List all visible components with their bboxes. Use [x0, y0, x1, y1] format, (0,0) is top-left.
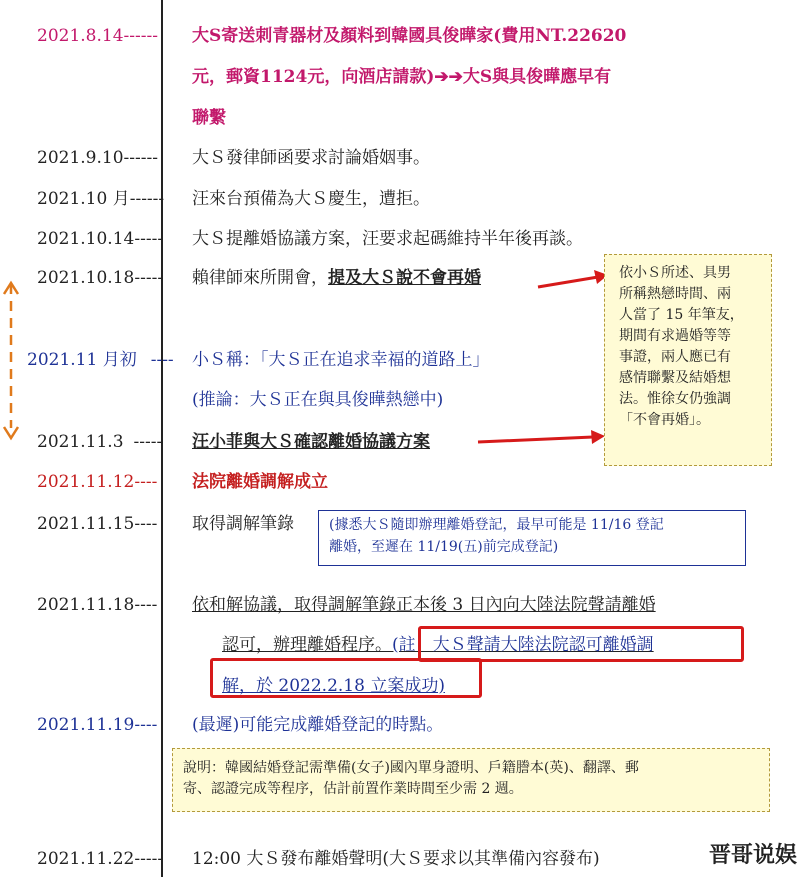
entry-date-10: 2021.11.18----: [37, 595, 158, 615]
registration-note: (據悉大Ｓ隨即辦理離婚登記，最早可能是 11/16 登記 離婚，至遲在 11/19(五)前完成登記): [318, 510, 746, 566]
entry-text-3: 汪來台預備為大Ｓ慶生，遭拒。: [192, 189, 430, 209]
highlight-box-1: [418, 626, 744, 662]
court-note-part-2: 解，於 2022.2.18 立案成功): [222, 676, 445, 696]
entry-text-1-line-1: 大S寄送刺青器材及顏料到韓國具俊曄家(費用NT.22620: [192, 26, 627, 46]
entry-text-8: 法院離婚調解成立: [192, 472, 328, 492]
side-note: 依小Ｓ所述、具男 所稱熱戀時間、兩 人當了 15 年筆友， 期間有求過婚等等 事證，兩人應已有 感情聯繫及結婚想 法。惟徐女仍強調 「不會再婚」。: [604, 254, 772, 466]
entry-text-1-line-3: 聯繫: [192, 108, 226, 128]
entry-text-10-line-2: 認可，辦理離婚程序。(註：大Ｓ聲請大陸法院認可離婚調: [222, 635, 654, 655]
arrow-to-side-note-2: [478, 430, 605, 444]
entry-date-11: 2021.11.19----: [37, 715, 158, 735]
entry-text-11: (最遲)可能完成離婚登記的時點。: [192, 715, 444, 735]
entry-date-12: 2021.11.22-----: [37, 849, 164, 869]
entry-text-1-line-2: 元，郵資1124元，向酒店請款)➔➔大S與具俊曄應早有: [192, 67, 612, 87]
court-note-part-1: (註：大Ｓ聲請大陸法院認可離婚調: [392, 635, 654, 655]
emphasis-no-remarry: 提及大Ｓ說不會再婚: [328, 268, 481, 288]
entry-text-10: 依和解協議，取得調解筆錄正本後 3 日內向大陸法院聲請離婚: [192, 595, 656, 615]
arrow-to-side-note-1: [538, 270, 608, 287]
entry-subtext-6: (推論：大Ｓ正在與具俊曄熱戀中): [192, 390, 444, 410]
entry-date-1: 2021.8.14------: [37, 26, 158, 46]
entry-date-4: 2021.10.14-----: [37, 229, 164, 249]
explanation-note: 說明：韓國結婚登記需準備(女子)國內單身證明、戶籍謄本(英)、翻譯、郵 寄、認證完成等程序，估計前置作業時間至少需 2 週。: [172, 748, 770, 812]
entry-text-2: 大Ｓ發律師函要求討論婚姻事。: [192, 148, 430, 168]
entry-date-7: 2021.11.3 -----: [37, 432, 163, 452]
entry-text-7: 汪小菲與大Ｓ確認離婚協議方案: [192, 432, 430, 452]
entry-text-9: 取得調解筆錄: [192, 514, 294, 534]
entry-date-8: 2021.11.12----: [37, 472, 158, 492]
entry-text-6: 小Ｓ稱：「大Ｓ正在追求幸福的道路上」: [192, 350, 490, 370]
entry-text-12: 12:00 大Ｓ發布離婚聲明(大Ｓ要求以其準備內容發布): [192, 849, 600, 869]
entry-date-9: 2021.11.15----: [37, 514, 158, 534]
entry-text-4: 大Ｓ提離婚協議方案，汪要求起碼維持半年後再談。: [192, 229, 583, 249]
entry-text-5: 賴律師來所開會，提及大Ｓ說不會再婚: [192, 268, 481, 288]
watermark: 晋哥说娱: [708, 843, 797, 868]
entry-date-5: 2021.10.18-----: [37, 268, 164, 288]
entry-date-3: 2021.10 月------: [37, 189, 165, 209]
entry-date-2: 2021.9.10------: [37, 148, 158, 168]
highlight-box-2: [210, 658, 482, 698]
entry-date-6: 2021.11 月初 ----: [27, 350, 174, 370]
orange-range-arrow: [4, 283, 18, 438]
